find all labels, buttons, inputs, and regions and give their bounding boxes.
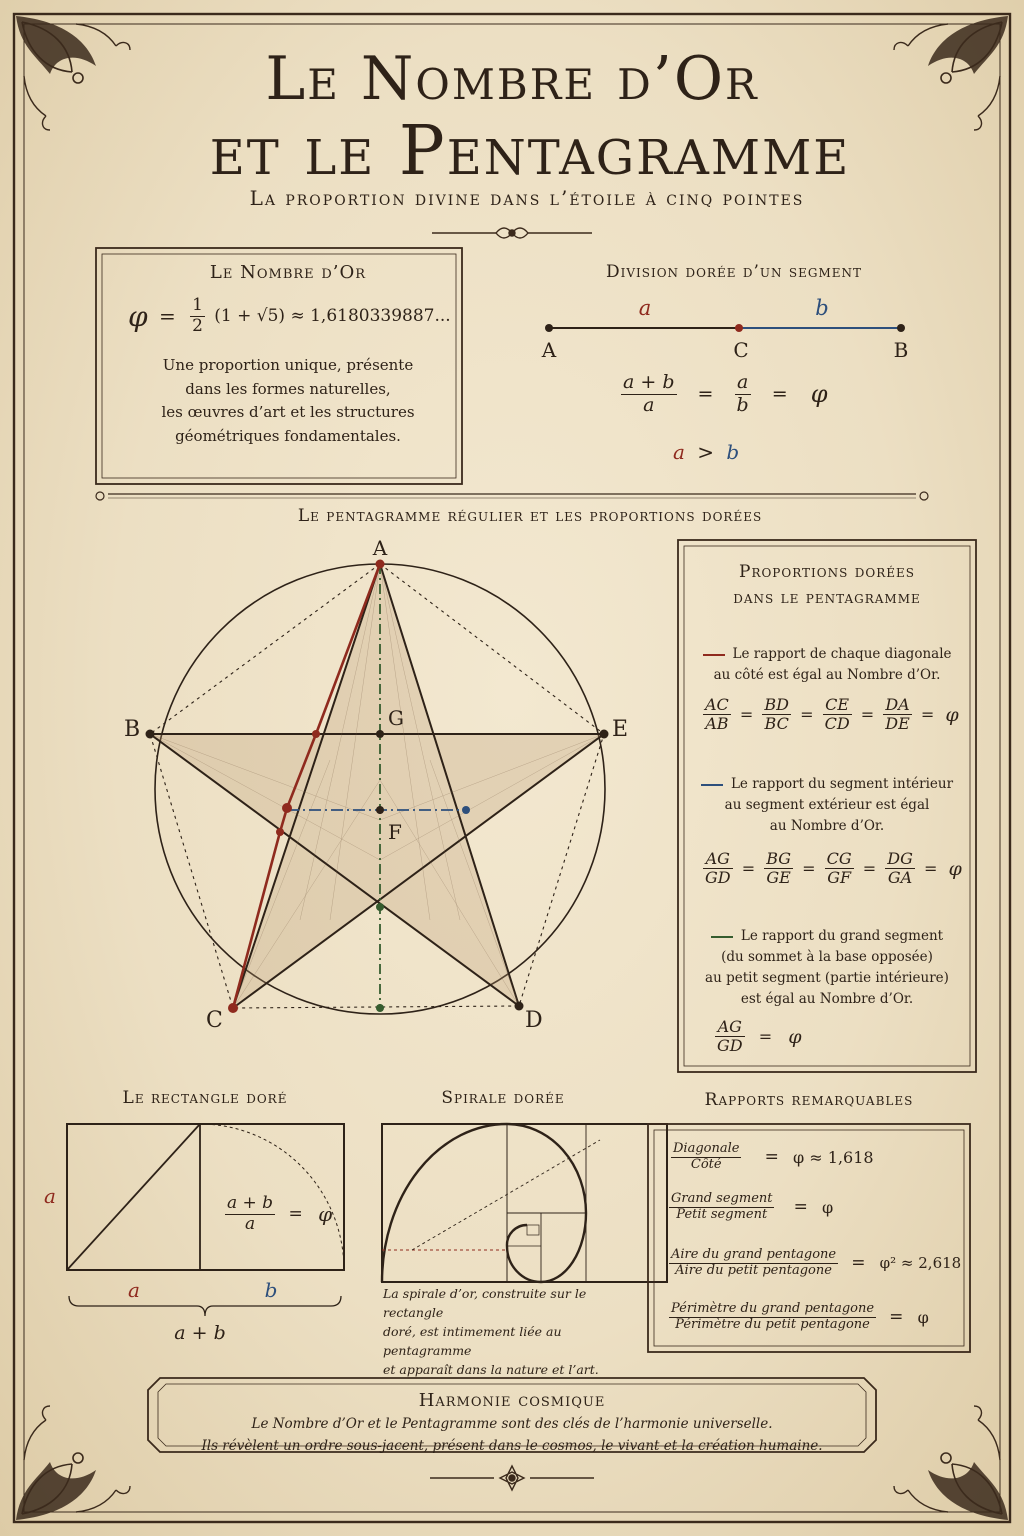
ratio-row-perimeter <box>666 1302 934 1333</box>
description-line: dans les formes naturelles, <box>185 379 391 398</box>
pentagram-diagram <box>146 560 609 1015</box>
golden-segment-diagram <box>545 324 905 332</box>
point-label-g: G <box>388 706 404 730</box>
fraction-denominator: Aire du petit pentagone <box>675 1262 832 1278</box>
spiral-caption <box>383 1284 645 1379</box>
fraction-numerator: Grand segment <box>671 1191 773 1206</box>
caption-line: La spirale d’or, construite sur le rectangle <box>383 1286 587 1320</box>
fraction-denominator: Côté <box>690 1156 722 1172</box>
pentagram-heading: Le pentagramme régulier et les proportions dorées <box>297 506 763 526</box>
description-line: géométriques fondamentales. <box>175 426 401 445</box>
inequality-a: a <box>673 440 685 464</box>
fraction-ag-gd <box>703 850 733 888</box>
inequality-b: b <box>726 440 740 464</box>
ratio-denominator: a <box>643 393 655 416</box>
caption-line: et apparaît dans la nature et l’art. <box>383 1362 599 1377</box>
ratio-fraction <box>669 1192 774 1223</box>
equals-sign: = <box>739 705 754 725</box>
phi-symbol: φ <box>945 703 959 726</box>
equals-sign: = <box>158 304 176 329</box>
harmony-line-2: Ils révèlent un ordre sous-jacent, présent dans le cosmos, le vivant et la création humaine. <box>201 1438 823 1454</box>
vertex-label-b: B <box>124 717 141 742</box>
vertex-label-e: E <box>612 717 629 742</box>
harmony-line-1: Le Nombre d’Or et le Pentagramme sont des clés de l’harmonie universelle. <box>251 1416 773 1432</box>
equals-sign: = <box>758 1027 773 1047</box>
proportions-heading-1: Proportions dorées <box>739 562 915 582</box>
equals-sign: = <box>851 1253 866 1274</box>
corner-ornament-br <box>894 1406 1008 1520</box>
fraction-denominator: DE <box>885 714 910 734</box>
subtitle: La proportion divine dans l’étoile à cinq pointes <box>249 186 805 210</box>
fraction-denominator: GA <box>887 868 913 888</box>
fraction-numerator: BD <box>764 695 789 714</box>
segment-inequality <box>673 440 739 464</box>
fraction-numerator: DA <box>883 696 912 715</box>
item-text: au côté est égal au Nombre d’Or. <box>713 667 941 683</box>
ratio-result: φ ≈ 1,618 <box>793 1147 874 1167</box>
half-numerator: 1 <box>192 295 203 315</box>
inner-segment-equation <box>700 850 967 888</box>
equals-sign: = <box>793 1197 808 1218</box>
section-divider <box>96 492 928 500</box>
item-text: au petit segment (partie intérieure) <box>705 970 949 986</box>
fraction-denominator: BC <box>764 714 789 734</box>
corner-ornament-tr <box>894 16 1008 130</box>
fraction-numerator: AG <box>703 850 733 869</box>
ratio-numerator: a <box>735 372 751 395</box>
equals-sign: = <box>741 859 756 879</box>
rectangle-width-a: a <box>128 1278 140 1302</box>
rectangle-side-a: a <box>44 1184 56 1208</box>
proportions-heading-2: dans le pentagramme <box>733 588 921 608</box>
golden-number-description <box>110 354 466 448</box>
golden-spiral-diagram <box>382 1124 667 1282</box>
equals-sign: = <box>771 383 788 406</box>
rectangle-width-b: b <box>264 1278 278 1302</box>
segment-ratio <box>618 372 833 417</box>
description-line: Une proportion unique, présente <box>162 356 414 374</box>
fraction-numerator: CG <box>826 849 852 868</box>
phi-symbol: φ <box>810 380 828 409</box>
description-line: les œuvres d’art et les structures <box>161 403 415 421</box>
point-label-c: C <box>733 338 749 362</box>
segment-label-b: b <box>815 296 829 320</box>
proportion-item-diagonal <box>690 644 964 686</box>
vertex-label-c: C <box>206 1008 223 1033</box>
proportion-item-inner-segment <box>690 774 964 837</box>
ratio-fraction <box>669 1248 838 1279</box>
equals-sign: = <box>920 705 935 725</box>
rectangle-sum-label: a + b <box>174 1322 226 1344</box>
caption-line: doré, est intimement liée au pentagramme <box>383 1324 562 1358</box>
corner-ornament-tl <box>16 16 130 130</box>
equals-sign: = <box>697 383 714 406</box>
legend-line-red <box>703 654 725 656</box>
item-text: au segment extérieur est égal <box>724 797 930 813</box>
fraction-denominator: GD <box>705 868 731 888</box>
equals-sign: = <box>800 705 814 725</box>
fraction-denominator: GD <box>717 1036 743 1056</box>
golden-number-expression: (1 + √5) ≈ 1,6180339887... <box>214 306 451 327</box>
ratio-row-segment <box>666 1192 838 1223</box>
fraction-numerator: AC <box>705 695 729 714</box>
golden-number-heading: Le Nombre d’Or <box>209 262 367 283</box>
half-fraction <box>190 296 205 336</box>
fraction-ac-ab <box>703 696 731 734</box>
equals-sign: = <box>860 705 875 725</box>
ratio-row-area <box>666 1248 966 1279</box>
fraction-denominator: a <box>244 1213 256 1234</box>
bottom-ornament <box>430 1466 594 1490</box>
ratio-fraction <box>669 1302 876 1333</box>
phi-symbol: φ <box>948 857 962 880</box>
fraction-numerator: Périmètre du grand pentagone <box>671 1301 875 1316</box>
vertex-label-a: A <box>372 536 388 560</box>
item-text: Le rapport de chaque diagonale <box>732 646 952 662</box>
great-segment-equation <box>712 1018 807 1056</box>
item-text: est égal au Nombre d’Or. <box>740 991 914 1007</box>
point-label-f: F <box>388 820 402 844</box>
legend-line-green <box>711 936 733 938</box>
fraction-ce-cd <box>823 696 852 734</box>
item-text: au Nombre d’Or. <box>769 818 885 834</box>
equals-sign: = <box>802 859 816 879</box>
proportion-item-great-segment <box>690 926 964 1010</box>
fraction-numerator: Aire du grand pentagone <box>671 1247 837 1262</box>
fraction-cg-gf <box>825 850 854 888</box>
ratio-row-diagonal <box>668 1142 879 1173</box>
phi-symbol: φ <box>788 1025 802 1048</box>
item-text: Le rapport du grand segment <box>740 928 944 944</box>
ratio-result: φ² ≈ 2,618 <box>879 1254 962 1273</box>
item-text: Le rapport du segment intérieur <box>730 776 954 792</box>
fraction-numerator: Diagonale <box>673 1141 740 1156</box>
title-line-1: Le Nombre d’Or <box>265 44 759 114</box>
ratios-heading: Rapports remarquables <box>704 1090 914 1110</box>
fraction-da-de <box>883 696 912 734</box>
corner-ornament-bl <box>16 1406 130 1520</box>
ratio-fraction-2 <box>735 372 751 417</box>
half-denominator: 2 <box>192 315 203 336</box>
ratio-result: φ <box>822 1197 834 1217</box>
equals-sign: = <box>923 859 938 879</box>
fraction-denominator: Périmètre du petit pentagone <box>675 1316 870 1332</box>
item-text: (du sommet à la base opposée) <box>721 949 933 965</box>
phi-symbol: φ <box>128 299 148 333</box>
fraction-bd-bc <box>762 696 791 734</box>
diagonal-equation <box>700 696 964 734</box>
spiral-heading: Spirale dorée <box>441 1088 565 1108</box>
fraction-denominator: Petit segment <box>676 1206 768 1222</box>
point-label-b: B <box>893 338 909 362</box>
rectangle-equation <box>222 1194 337 1234</box>
ratio-fraction-1 <box>621 372 677 417</box>
fraction-denominator: GF <box>827 868 852 888</box>
golden-number-formula <box>128 296 451 336</box>
fraction-numerator: DG <box>887 849 913 868</box>
equals-sign: = <box>764 1147 779 1168</box>
fraction-numerator: BG <box>766 849 792 868</box>
fraction-denominator: AB <box>705 714 729 734</box>
fraction-dg-ga <box>885 850 915 888</box>
rectangle-heading: Le rectangle doré <box>122 1088 288 1108</box>
harmony-heading: Harmonie cosmique <box>418 1390 606 1411</box>
fraction-denominator: CD <box>824 714 850 734</box>
segment-heading: Division dorée d’un segment <box>605 262 863 282</box>
fraction-denominator: GE <box>766 868 791 888</box>
rectangle-fraction <box>225 1194 275 1234</box>
ratio-numerator: a + b <box>623 371 675 393</box>
segment-label-a: a <box>638 296 652 320</box>
fraction-ag-gd <box>715 1018 745 1056</box>
phi-symbol: φ <box>318 1202 333 1227</box>
legend-line-blue <box>701 784 723 786</box>
inequality-operator: > <box>697 440 715 464</box>
fraction-numerator: AG <box>715 1018 745 1037</box>
fraction-numerator: CE <box>823 696 852 715</box>
ratio-fraction <box>671 1142 741 1173</box>
equals-sign: = <box>288 1204 303 1225</box>
fraction-numerator: a + b <box>227 1193 274 1213</box>
ratio-result: φ <box>917 1307 929 1327</box>
equals-sign: = <box>862 859 877 879</box>
equals-sign: = <box>889 1307 904 1328</box>
title-ornament <box>432 228 592 238</box>
fraction-bg-ge <box>764 850 793 888</box>
title-line-2: et le Pentagramme <box>209 112 851 191</box>
ratio-denominator: b <box>736 393 749 416</box>
vertex-label-d: D <box>525 1008 543 1033</box>
point-label-a: A <box>541 338 557 362</box>
